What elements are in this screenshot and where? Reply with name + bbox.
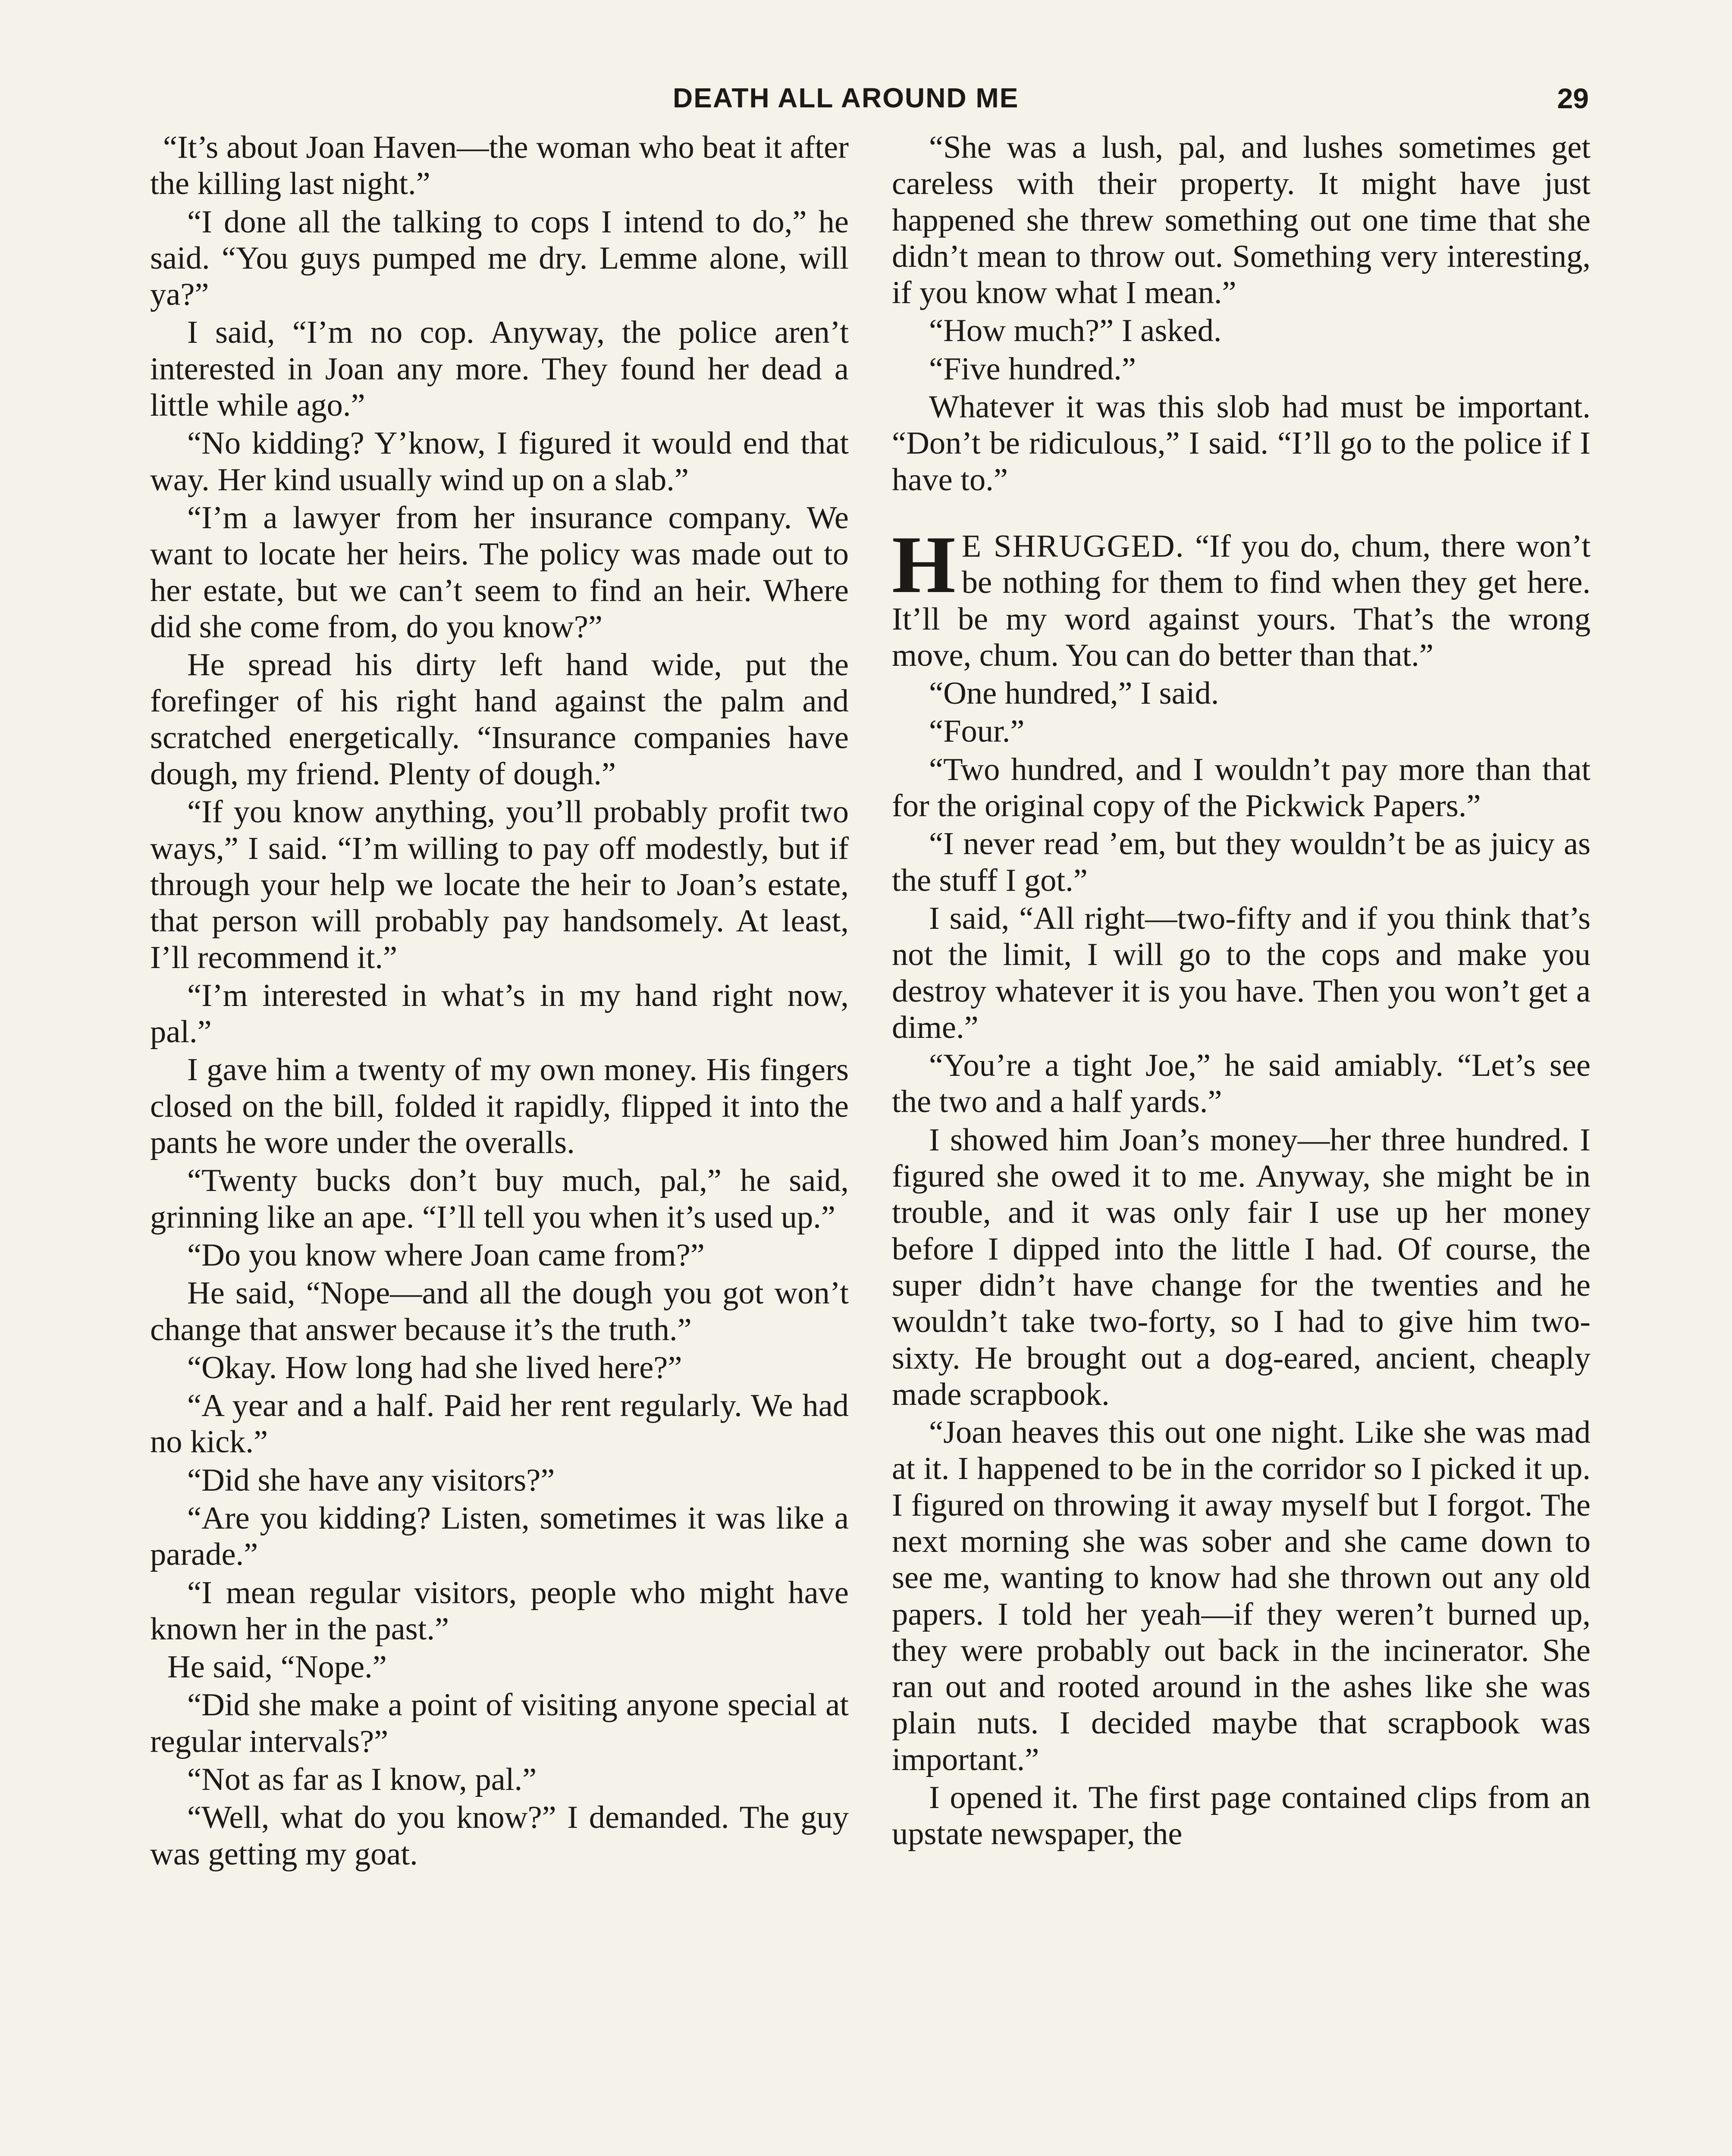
paragraph: “Two hundred, and I wouldn’t pay more than that for the original copy of the Pickwick Papers.”	[892, 752, 1591, 824]
section-opening-text: “If you do, chum, there won’t be nothing for them to find when they get here. It’ll be my word against yours. That’s the wrong move, chum. You can do better than that.”	[892, 528, 1591, 673]
paragraph: I said, “All right—two-fifty and if you think that’s not the limit, I will go to the cops and make you destroy whatever it is you have. Then you won’t get a dime.”	[892, 900, 1591, 1045]
paragraph: “One hundred,” I said.	[929, 676, 1219, 711]
paragraph: I gave him a twenty of my own money. His fingers closed on the bill, folded it rapidly, flipped it into the pants he wore under the overalls.	[150, 1052, 849, 1161]
paragraph: “If you know anything, you’ll probably profit two ways,” I said. “I’m willing to pay off modestly, but if through your help we locate the heir to Joan’s estate, that person will probably pay handsomely. At least, I’ll recommend it.”	[150, 794, 849, 975]
paragraph: “A year and a half. Paid her rent regularly. We had no kick.”	[150, 1388, 849, 1460]
drop-cap: H	[892, 519, 956, 610]
paragraph: “Did she make a point of visiting anyone special at regular intervals?”	[150, 1687, 849, 1759]
right-column	[892, 129, 1591, 1854]
paragraph: He said, “Nope.”	[167, 1649, 387, 1685]
section-opening-paragraph	[892, 519, 1591, 674]
paragraph: “I never read ’em, but they wouldn’t be as juicy as the stuff I got.”	[892, 826, 1591, 898]
paragraph: “Did she have any visitors?”	[187, 1462, 555, 1498]
paragraph: He said, “Nope—and all the dough you got won’t change that answer because it’s the truth.”	[150, 1275, 849, 1348]
paragraph: “Joan heaves this out one night. Like she was mad at it. I happened to be in the corridor so I picked it up. I figured on throwing it away myself but I forgot. The next morning she was sober and she came down to see me, wanting to know had she thrown out any old papers. I told her yeah—if they weren’t burned up, they were probably out back in the incinerator. She ran out and rooted around in the ashes like she was plain nuts. I decided maybe that scrapbook was important.”	[892, 1415, 1591, 1777]
paragraph: I opened it. The first page contained clips from an upstate newspaper, the	[892, 1780, 1591, 1852]
paragraph: “You’re a tight Joe,” he said amiably. “Let’s see the two and a half yards.”	[892, 1048, 1591, 1120]
paragraph: “She was a lush, pal, and lushes sometimes get careless with their property. It might have just happened she threw something out one time that she didn’t mean to throw out. Something very interesting, if you know what I mean.”	[892, 130, 1591, 311]
paragraph: “How much?” I asked.	[929, 313, 1222, 349]
running-title: DEATH ALL AROUND ME	[673, 82, 1019, 113]
paragraph: “No kidding? Y’know, I figured it would end that way. Her kind usually wind up on a slab.”	[150, 426, 849, 498]
paragraph: “Four.”	[929, 714, 1025, 749]
page-number: 29	[1557, 82, 1589, 114]
paragraph: “Twenty bucks don’t buy much, pal,” he said, grinning like an ape. “I’ll tell you when it’s used up.”	[150, 1163, 849, 1235]
paragraph: “I’m a lawyer from her insurance company. We want to locate her heirs. The policy was made out to her estate, but we can’t seem to find an heir. Where did she come from, do you know?”	[150, 500, 849, 645]
paragraph: “Okay. How long had she lived here?”	[187, 1350, 682, 1385]
paragraph: “Not as far as I know, pal.”	[187, 1762, 537, 1798]
paragraph: He spread his dirty left hand wide, put the forefinger of his right hand against the palm and scratched energetically. “Insurance companies have dough, my friend. Plenty of dough.”	[150, 647, 849, 792]
paragraph: I showed him Joan’s money—her three hundred. I figured she owed it to me. Anyway, she might be in trouble, and it was only fair I use up her money before I dipped into the little I had. Of course, the super didn’t have change for the twenties and he wouldn’t take two-forty, so I had to give him two-sixty. He brought out a dog-eared, ancient, cheaply made scrapbook.	[892, 1122, 1591, 1412]
paragraph: “I done all the talking to cops I intend to do,” he said. “You guys pumped me dry. Lemme alone, will ya?”	[150, 204, 849, 313]
paragraph: “Five hundred.”	[929, 351, 1136, 387]
paragraph: “Do you know where Joan came from?”	[187, 1237, 705, 1273]
paragraph: “I mean regular visitors, people who might have known her in the past.”	[150, 1575, 849, 1647]
paragraph: I said, “I’m no cop. Anyway, the police aren’t interested in Joan any more. They found her dead a little while ago.”	[150, 315, 849, 423]
left-column	[150, 129, 849, 1874]
paragraph: Whatever it was this slob had must be important. “Don’t be ridiculous,” I said. “I’ll go to the police if I have to.”	[892, 389, 1591, 498]
paragraph: “It’s about Joan Haven—the woman who beat it after the killing last night.”	[150, 130, 849, 202]
paragraph: “Are you kidding? Listen, sometimes it was like a parade.”	[150, 1500, 849, 1573]
paragraph: “I’m interested in what’s in my hand right now, pal.”	[150, 978, 849, 1050]
paragraph: “Well, what do you know?” I demanded. The guy was getting my goat.	[150, 1800, 849, 1872]
lead-in: E SHRUGGED.	[961, 528, 1185, 564]
